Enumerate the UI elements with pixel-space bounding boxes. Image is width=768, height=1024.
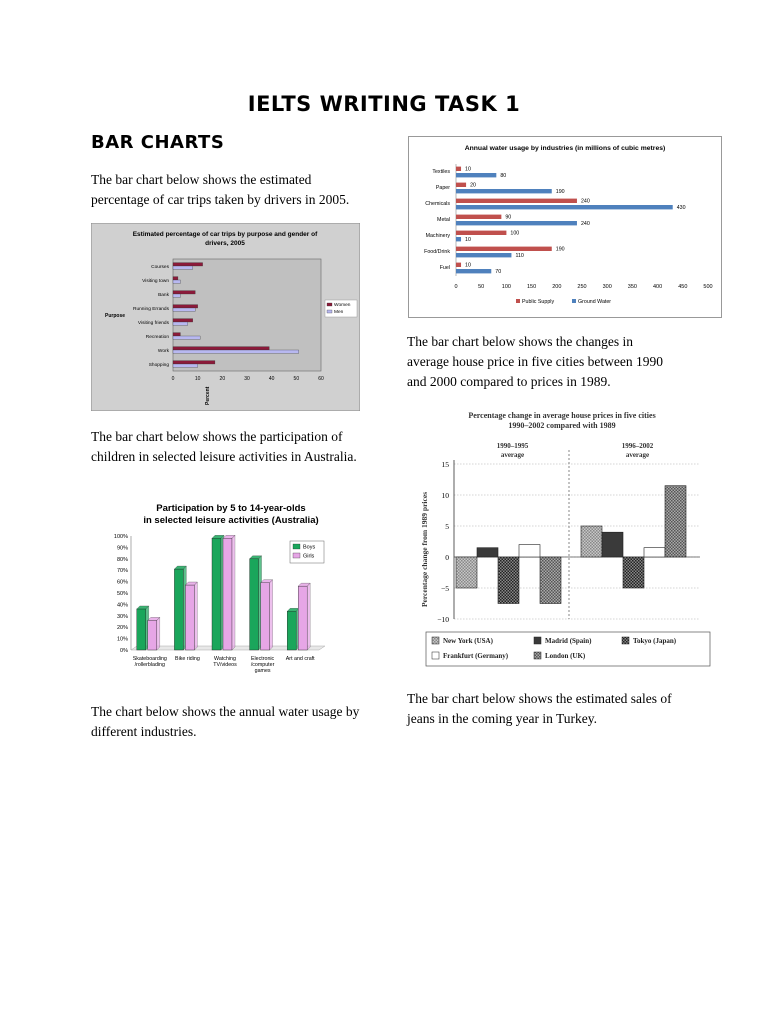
legend-swatch [293, 544, 300, 549]
chart-title: Participation by 5 to 14-year-olds [156, 503, 306, 514]
legend-swatch [572, 299, 576, 303]
period-label: 1990–1995 [496, 442, 529, 450]
x-tick-label: 50 [293, 376, 300, 382]
y-tick-label: 90% [116, 545, 128, 552]
bar-men [173, 266, 193, 269]
jeans-description: The bar chart below shows the estimated sales of jeans in the coming year in Turkey. [407, 691, 672, 726]
bar-boys [212, 538, 221, 650]
legend-label: Public Supply [522, 299, 555, 305]
plot-area [173, 259, 321, 371]
y-tick-label: 70% [116, 568, 128, 575]
bar-public-supply [456, 263, 461, 267]
x-tick-label: 300 [602, 284, 612, 290]
category-label: Fuel [439, 265, 450, 271]
legend-swatch [534, 637, 541, 644]
y-tick-label: 0% [120, 648, 128, 654]
bar-men [173, 294, 180, 297]
data-label: 190 [555, 188, 565, 195]
data-label: 80 [500, 172, 507, 179]
legend-label: London (UK) [545, 652, 586, 660]
y-tick-label: 100% [113, 534, 128, 540]
legend-label: Women [334, 303, 351, 308]
bar-women [173, 277, 178, 280]
bar-girls [223, 538, 232, 650]
legend-swatch [327, 310, 332, 313]
water-chart-svg [408, 136, 722, 318]
category-label: Running Errands [133, 307, 169, 312]
legend-label: Men [334, 310, 344, 315]
x-tick-label: 450 [678, 284, 688, 290]
bar-men [173, 280, 180, 283]
bar-new [581, 526, 602, 557]
y-axis-label: Purpose [105, 313, 126, 319]
chart-title: 1990–2002 compared with 1989 [508, 421, 616, 430]
category-label: Work [157, 349, 169, 354]
category-label: Bike riding [175, 656, 200, 662]
bar-men [173, 336, 200, 339]
data-label: 110 [515, 252, 524, 259]
leisure-chart [103, 500, 338, 690]
bar-side [270, 580, 273, 650]
y-tick-label: 40% [116, 602, 128, 609]
category-label: Recreation [145, 335, 169, 340]
bar-frankfurt [644, 548, 665, 557]
bar-boys [250, 559, 259, 650]
bar-ground-water [456, 205, 673, 209]
bar-girls [298, 586, 307, 650]
y-axis-label: Percentage change from 1989 prices [420, 491, 429, 608]
bar-boys [137, 609, 146, 650]
legend-swatch [534, 652, 541, 659]
legend-swatch [327, 303, 332, 306]
y-tick-label: 10 [441, 491, 449, 500]
legend-swatch [432, 637, 439, 644]
y-tick-label: 10% [116, 636, 128, 643]
category-label: /rollerblading [134, 662, 165, 668]
leisure-description: The bar chart below shows the participation of children in selected leisure activities in Australia. [91, 429, 357, 464]
period-label: average [500, 451, 525, 459]
data-label: 10 [465, 262, 471, 269]
bar-men [173, 308, 195, 311]
bar-public-supply [456, 247, 552, 251]
water-description: The chart below shows the annual water usage by different industries. [91, 704, 360, 739]
x-tick-label: 0 [454, 284, 458, 290]
bar-side [307, 583, 310, 650]
bar-tokyo [498, 557, 519, 604]
bar-public-supply [456, 167, 461, 171]
category-label: Bank [158, 293, 169, 298]
bar-ground-water [456, 269, 491, 273]
bar-men [173, 364, 198, 367]
y-tick-label: 30% [116, 613, 128, 620]
y-tick-label: 80% [116, 556, 128, 563]
x-tick-label: 200 [552, 284, 562, 290]
bar-public-supply [456, 183, 466, 187]
bar-london [540, 557, 561, 604]
y-tick-label: 50% [116, 591, 128, 597]
bar-girls [148, 620, 157, 650]
category-label: Food/Drink [424, 249, 450, 255]
section-heading: BAR CHARTS [91, 132, 225, 153]
legend-label: Boys [303, 544, 316, 551]
bar-ground-water [456, 253, 511, 257]
x-tick-label: 20 [219, 376, 226, 382]
bar-women [173, 347, 269, 350]
y-tick-label: 0 [445, 553, 449, 562]
bar-side [232, 535, 235, 650]
legend-label: Frankfurt (Germany) [443, 652, 509, 660]
category-label: Art and craft [285, 656, 315, 662]
x-tick-label: 250 [577, 284, 587, 290]
y-tick-label: 15 [441, 460, 449, 469]
car-trips-chart-svg [91, 223, 360, 411]
period-label: average [625, 451, 650, 459]
legend-swatch [432, 652, 439, 659]
bar-public-supply [456, 231, 506, 235]
x-tick-label: 60 [318, 376, 324, 382]
bar-madrid [477, 548, 498, 557]
x-tick-label: 50 [478, 284, 485, 290]
category-label: /computer [250, 662, 275, 668]
bar-london [665, 486, 686, 557]
legend-label: Madrid (Spain) [545, 637, 592, 645]
house-prices-chart [404, 404, 722, 672]
y-tick-label: 20% [116, 625, 128, 632]
data-label: 100 [510, 230, 520, 237]
chart-title: Estimated percentage of car trips by purpose and gender of [132, 231, 318, 238]
data-label: 240 [580, 198, 590, 205]
x-axis-label: Percent [205, 386, 211, 405]
bar-men [173, 322, 188, 325]
category-label: Textiles [432, 169, 450, 175]
bar-boys [174, 569, 183, 650]
x-tick-label: 40 [268, 376, 275, 382]
x-tick-label: 350 [627, 284, 637, 290]
car-trips-description: The bar chart below shows the estimated percentage of car trips taken by drivers in 2005. [91, 172, 350, 207]
legend-label: New York (USA) [443, 637, 493, 645]
bar-women [173, 263, 203, 266]
y-tick-label: −10 [437, 615, 449, 624]
page-title: IELTS WRITING TASK 1 [247, 92, 521, 116]
data-label: 240 [580, 220, 590, 227]
legend-label: Ground Water [578, 299, 612, 305]
bar-madrid [602, 532, 623, 557]
category-label: Metal [437, 217, 450, 223]
bar-side [157, 617, 160, 650]
bar-women [173, 291, 195, 294]
chart-title: drivers, 2005 [205, 240, 245, 247]
legend-label: Girls [303, 553, 315, 560]
bar-girls [261, 583, 270, 650]
water-chart [408, 136, 722, 318]
legend-label: Tokyo (Japan) [633, 637, 677, 645]
data-label: 10 [465, 166, 471, 173]
house-prices-chart-svg [404, 404, 722, 672]
bar-women [173, 333, 180, 336]
x-tick-label: 500 [703, 284, 713, 290]
bar-public-supply [456, 215, 501, 219]
x-tick-label: 400 [653, 284, 663, 290]
legend-swatch [622, 637, 629, 644]
bar-girls [185, 585, 194, 650]
legend-swatch [293, 553, 300, 558]
chart-title: Percentage change in average house prices in five cities [468, 411, 656, 420]
bar-new [456, 557, 477, 588]
x-tick-label: 30 [244, 376, 250, 382]
chart-title: in selected leisure activities (Australia) [143, 515, 319, 526]
bar-ground-water [456, 237, 461, 241]
category-label: Skateboarding [132, 656, 167, 662]
y-tick-label: 5 [445, 522, 449, 531]
data-label: 190 [555, 246, 565, 253]
category-label: Machinery [425, 233, 450, 239]
bar-women [173, 305, 198, 308]
chart-title: Annual water usage by industries (in millions of cubic metres) [464, 145, 666, 152]
data-label: 70 [495, 268, 502, 275]
category-label: Shopping [148, 363, 169, 368]
category-label: TV/videos [213, 662, 237, 668]
bar-public-supply [456, 199, 577, 203]
bar-frankfurt [519, 545, 540, 557]
bar-ground-water [456, 173, 496, 177]
category-label: Paper [435, 185, 450, 191]
bar-women [173, 361, 215, 364]
data-label: 20 [470, 182, 476, 189]
x-tick-label: 150 [527, 284, 537, 290]
bar-ground-water [456, 221, 577, 225]
category-label: Visiting town [142, 279, 169, 284]
house-description: The bar chart below shows the changes in average house price in five cities between 1990 and 2000 compared to prices in 1989. [407, 334, 664, 389]
category-label: Chemicals [425, 201, 450, 207]
car-trips-chart [91, 223, 360, 411]
bar-men [173, 350, 299, 353]
x-tick-label: 100 [501, 284, 511, 290]
category-label: games [254, 668, 271, 674]
x-tick-label: 0 [171, 376, 175, 382]
category-label: Courses [151, 265, 169, 270]
data-label: 90 [505, 214, 512, 221]
bar-women [173, 319, 193, 322]
category-label: Electronic [250, 656, 275, 662]
chart-frame [409, 137, 722, 318]
bar-boys [287, 611, 296, 650]
x-tick-label: 10 [194, 376, 201, 382]
y-tick-label: 60% [116, 579, 128, 586]
category-label: Watching [214, 656, 236, 662]
y-tick-label: −5 [441, 584, 449, 593]
leisure-chart-svg [103, 500, 338, 690]
period-label: 1996–2002 [621, 442, 654, 450]
bar-tokyo [623, 557, 644, 588]
bar-side [194, 582, 197, 650]
data-label: 10 [465, 236, 471, 243]
legend-swatch [516, 299, 520, 303]
data-label: 430 [676, 204, 686, 211]
bar-ground-water [456, 189, 552, 193]
category-label: Visiting friends [137, 321, 169, 326]
